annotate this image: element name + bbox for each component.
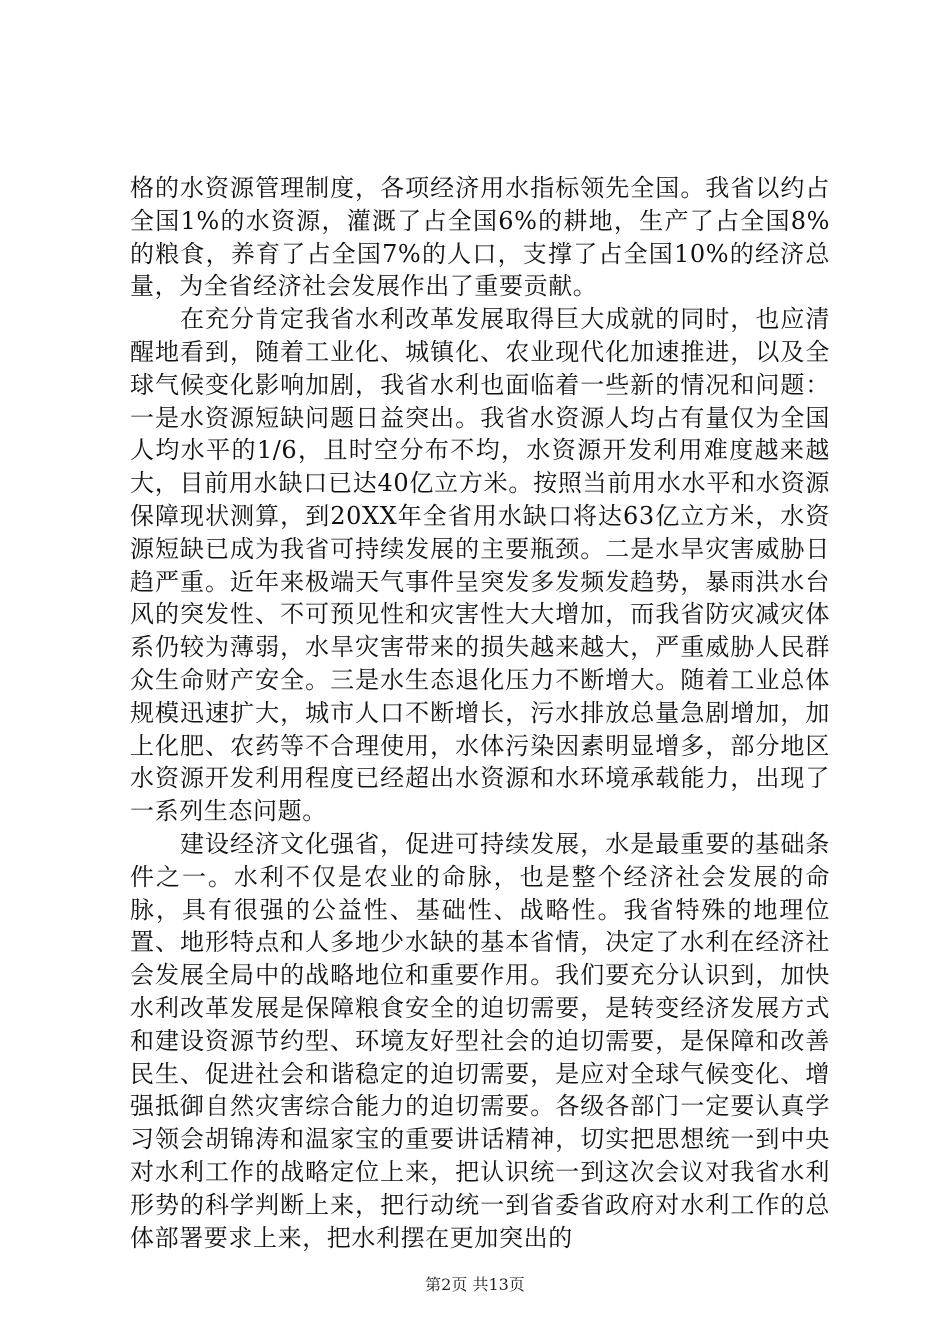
body-paragraph-1: 格的水资源管理制度，各项经济用水指标领先全国。我省以约占全国1%的水资源，灌溉了占全国6%的耕地，生产了占全国8%的粮食，养育了占全国7%的人口，支撑了占全国10%的经济总量，为全省经济社会发展作出了重要贡献。 <box>130 174 830 301</box>
page-footer: 第2页 共13页 <box>425 1275 525 1294</box>
document-page <box>130 172 830 1254</box>
body-paragraph-2: 在充分肯定我省水利改革发展取得巨大成就的同时，也应清醒地看到，随着工业化、城镇化、农业现代化加速推进，以及全球气候变化影响加剧，我省水利也面临着一些新的情况和问题：一是水资源短缺问题日益突出。我省水资源人均占有量仅为全国人均水平的1/6，且时空分布不均，水资源开发利用难度越来越大，目前用水缺口已达40亿立方米。按照当前用水水平和水资源保障现状测算，到20XX年全省用水缺口将达63亿立方米，水资源短缺已成为我省可持续发展的主要瓶颈。二是水旱灾害威胁日趋严重。近年来极端天气事件呈突发多发频发趋势，暴雨洪水台风的突发性、不可预见性和灾害性大大增加，而我省防灾减灾体系仍较为薄弱，水旱灾害带来的损失越来越大，严重威胁人民群众生命财产安全。三是水生态退化压力不断增大。随着工业总体规模迅速扩大，城市人口不断增长，污水排放总量急剧增加，加上化肥、农药等不合理使用，水体污染因素明显增多，部分地区水资源开发利用程度已经超出水资源和水环境承载能力，出现了一系列生态问题。 <box>130 305 830 826</box>
body-paragraph-3: 建设经济文化强省，促进可持续发展，水是最重要的基础条件之一。水利不仅是农业的命脉，也是整个经济社会发展的命脉，具有很强的公益性、基础性、战略性。我省特殊的地理位置、地形特点和人多地少水缺的基本省情，决定了水利在经济社会发展全局中的战略地位和重要作用。我们要充分认识到，加快水利改革发展是保障粮食安全的迫切需要，是转变经济发展方式和建设资源节约型、环境友好型社会的迫切需要，是保障和改善民生、促进社会和谐稳定的迫切需要，是应对全球气候变化、增强抵御自然灾害综合能力的迫切需要。各级各部门一定要认真学习领会胡锦涛和温家宝的重要讲话精神，切实把思想统一到中央对水利工作的战略定位上来，把认识统一到这次会议对我省水利形势的科学判断上来，把行动统一到省委省政府对水利工作的总体部署要求上来，把水利摆在更加突出的 <box>130 829 830 1252</box>
